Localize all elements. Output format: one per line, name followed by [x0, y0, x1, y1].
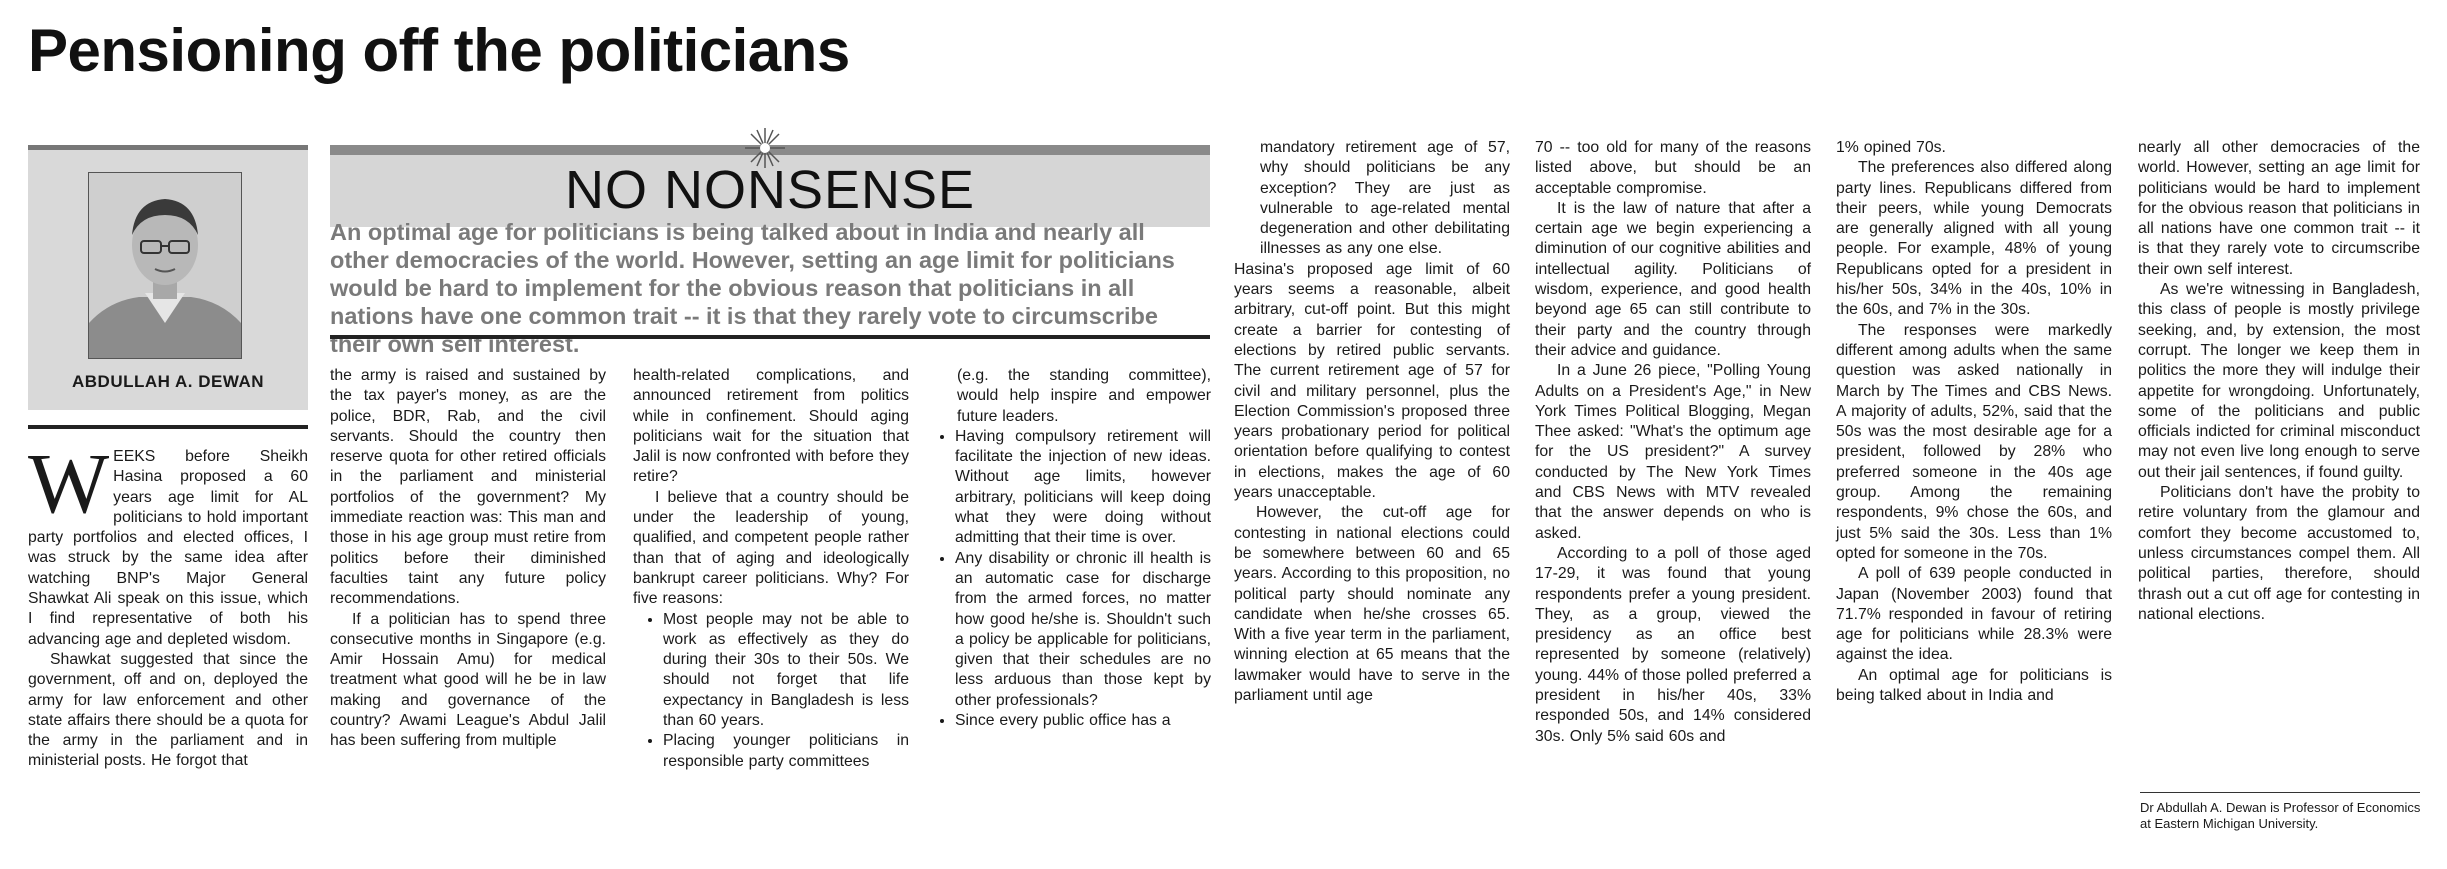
article-column-1 [28, 425, 308, 772]
body-paragraph: 1% opined 70s. [1836, 139, 1946, 156]
author-portrait-photo [88, 172, 242, 359]
body-paragraph: An optimal age for politicians is being talked about in India and [1836, 666, 2112, 705]
body-paragraph: According to a poll of those aged 17-29, it was found that young respondents prefer a young president. They, as a group, viewed the presidency as an office best represented by someone (relatively) young. 44% of those polled preferred a president in his/her 40s, 33% responded 50s, and 14% considered 30s. Only 5% said 60s and [1535, 544, 1811, 745]
article-column-2 [330, 366, 606, 752]
lead-paragraph: An optimal age for politicians is being talked about in India and nearly all other democracies of the world. However, setting an age limit for politicians would be hard to implement for the obvious reason that politicians in all nations have one common trait -- it is that they rarely vote to circumscribe their own self interest. [330, 219, 1175, 357]
starburst-icon [740, 128, 790, 168]
list-item: • Having compulsory retirement will facilitate the injection of new ideas. Without age limits, however arbitrary, politicians will keep doing what they were doing without admitting that their time is over. [955, 427, 1211, 549]
body-paragraph: mandatory retirement age of 57, why should politicians be any exception? They are just as vulnerable to age-related mental degeneration and other debilitating illnesses as any one else. [1260, 139, 1510, 258]
body-paragraph: A poll of 639 people conducted in Japan (November 2003) found that 71.7% responded in favour of retiring age for politicians while 28.3% were against the idea. [1836, 565, 2112, 664]
article-column-4 [935, 366, 1211, 731]
column-title: NO NONSENSE [564, 160, 976, 220]
body-paragraph: EEKS before Sheikh Hasina proposed a 60 years age limit for AL politicians to hold important party portfolios and elected offices, I was struck by the same idea after watching BNP's Major General Shawkat Ali speak on this issue, which I find representative of both his advancing age and depleted wisdom. [28, 448, 308, 648]
body-paragraph: nearly all other democracies of the world. However, setting an age limit for politicians would be hard to implement for the obvious reason that politicians in all nations have one common trait -- it is that they rarely vote to circumscribe their own self interest. [2138, 139, 2420, 278]
list-item: • Any disability or chronic ill health is an automatic case for discharge from the armed forces, no matter how good he/she is. Shouldn't such a policy be applicable for politicians, given that their schedules are no less arduous than those kept by other professionals? [955, 549, 1211, 711]
author-byline: ABDULLAH A. DEWAN [71, 372, 265, 391]
body-paragraph: I believe that a country should be under the leadership of young, qualified, and competent people rather than that of aging and ideologically bankrupt career politicians. Why? For five reasons: [633, 488, 909, 608]
headline: Pensioning off the politicians [28, 17, 850, 84]
body-paragraph: It is the law of nature that after a certain age we begin experiencing a diminution of our cognitive abilities and intellectual agility. Politicians of wisdom, experience, and good health beyond age 65 can still contribute to their party and the country through their advice and guidance. [1535, 199, 1811, 359]
body-paragraph: As we're witnessing in Bangladesh, this class of people is mostly privilege seeking, and, by extension, the most corrupt. The longer we keep them in politics the more they will indulge their appetite for wrongdoing. Unfortunately, some of the politicians and public officials indicted for criminal misconduct may not even live long enough to serve out their jail sentences, if found guilty. [2138, 281, 2420, 481]
body-paragraph: However, the cut-off age for contesting in national elections could be somewhere between 60 and 65 years. According to this proposition, no political party should nominate any candidate when he/she crosses 65. With a five year term in the parliament, winning election at 65 means that the lawmaker would have to serve in the parliament until age [1234, 504, 1510, 705]
list-item: • Most people may not be able to work as effectively as they do during their 30s to their 50s. We should not forget that life expectancy in Bangladesh is less than 60 years. [663, 610, 909, 732]
article-column-6 [1535, 138, 1811, 747]
body-paragraph: In a June 26 piece, "Polling Young Adults on a President's Age," in New York Times Political Blogging, Megan Thee asked: "What's the optimum age for the US president?" A survey conducted by The New York Times and CBS News with MTV revealed that the answer depends on who is asked. [1535, 362, 1811, 542]
article-column-5 [1234, 138, 1510, 706]
article-column-8 [2138, 138, 2420, 625]
article-column-3 [633, 366, 909, 772]
body-paragraph: Hasina's proposed age limit of 60 years seems a reasonable, albeit arbitrary, cut-off point. But this might create a barrier for contesting of elections by retired public servants. The current retirement age of 57 for civil and military personnel, plus the Election Commission's proposed three years probationary period for political orientation before qualifying to contest in elections, makes the age of 60 years unacceptable. [1234, 260, 1510, 502]
body-paragraph: The responses were markedly different among adults when the same question was asked nationally in March by The Times and CBS News. A majority of adults, 52%, said that the 50s was the most desirable age for a president, followed by 28% who preferred someone in the 40s age group. Among the remaining respondents, 9% chose the 60s, and just 5% said the 30s. Less than 1% opted for someone in the 70s. [1836, 321, 2112, 562]
author-bio: Dr Abdullah A. Dewan is Professor of Economics at Eastern Michigan University. [2140, 800, 2421, 831]
column-divider [28, 425, 308, 429]
lead-divider [330, 335, 1210, 339]
body-paragraph: 70 -- too old for many of the reasons listed above, but should be an acceptable compromise. [1535, 139, 1811, 197]
reasons-list [633, 610, 909, 772]
body-paragraph: The preferences also differed along party lines. Republicans differed from their peers, while young Democrats are generally aligned with all young people. For example, 48% of young Republicans opted for a president in his/her 50s, 34% in the 40s, 10% in the 60s, and 7% in the 30s. [1836, 159, 2112, 319]
body-paragraph: the army is raised and sustained by the tax payer's money, as are the police, BDR, Rab, and the civil servants. Should the country then reserve quota for other retired officials in the parliament and ministerial portfolios of the government? My immediate reaction was: This man and those in his age group must retire from politics before their diminished faculties taint any future policy recommendations. [330, 367, 606, 608]
body-paragraph: (e.g. the standing committee), would help inspire and empower future leaders. [957, 367, 1211, 425]
list-item: • Placing younger politicians in responsible party committees [663, 731, 909, 772]
drop-cap: W [28, 435, 110, 531]
body-paragraph: Politicians don't have the probity to retire voluntary from the glamour and comfort they become accustomed to, unless circumstances compel them. All political parties, therefore, should thrash out a cut off age for contesting in national elections. [2138, 484, 2420, 623]
article-column-7 [1836, 138, 2112, 706]
author-box [28, 145, 308, 410]
body-paragraph: Shawkat suggested that since the government, off and on, deployed the army for law enforcement and other state affairs there should be a quota for the army in the parliament and in ministerial posts. He forgot that [28, 650, 308, 770]
body-paragraph: health-related complications, and announced retirement from politics while in confinement. Should aging politicians wait for the situation that Jalil is now confronted with before they retire? [633, 367, 909, 486]
body-paragraph: If a politician has to spend three consecutive months in Singapore (e.g. Amir Hossain Amu) for medical treatment what good will he be in law making and governance of the country? Awami League's Abdul Jalil has been suffering from multiple [330, 610, 606, 750]
reasons-list [935, 427, 1211, 731]
list-item: • Since every public office has a [955, 711, 1211, 731]
bio-divider [2140, 792, 2420, 793]
